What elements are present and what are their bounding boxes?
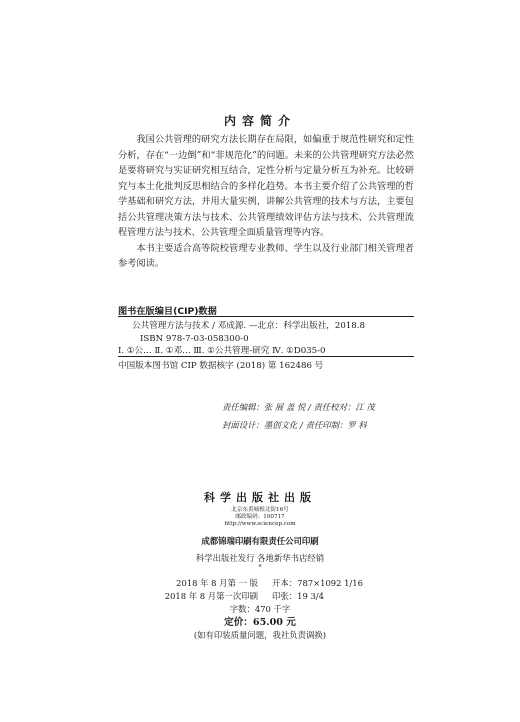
printer-name: 成都锦瑞印刷有限责任公司印刷 [201,536,319,546]
design-credits-line: 封面设计：墨创文化 / 责任印制：罗 科 [222,420,367,430]
cip-divider [118,316,414,317]
cip-divider [118,356,414,357]
summary-title: 内容简介 [223,114,296,128]
edition-date: 2018 年 8 月第 一 版 [176,578,258,588]
publisher-name: 科学出版社出版 [204,491,316,504]
price: 定价：65.00 元 [224,617,296,628]
cip-record [132,320,365,345]
print-specs [0,577,520,642]
editor-credits-line: 责任编辑：张 展 盖 悦 / 责任校对：江 茂 [222,402,375,412]
spec-row [0,629,520,642]
postal-code: 邮政编码：100717 [235,514,285,520]
editor-credits [222,398,375,434]
cip-data-number: 中国版本图书馆 CIP 数据核字 (2018) 第 162486 号 [118,361,324,371]
address-line: 北京东黄城根北街16号 [231,507,289,513]
distribution-line: 科学出版社发行 各地新华书店经销 [195,553,325,563]
star-mark: * [258,564,262,571]
word-count: 字数：470 千字 [229,604,291,614]
spec-row [0,616,520,629]
spec-row [0,577,520,590]
publisher-website: http://www.sciencep.com [224,521,296,527]
format-size: 开本：787×1092 1/16 [272,578,363,588]
cip-entry: 公共管理方法与技术 / 邓成源. —北京：科学出版社，2018.8 [132,321,365,331]
summary-paragraph: 我国公共管理的研究方法长期存在局限，如偏重于规范性研究和定性分析，存在“一边倒”和“非规范化”的问题。未来的公共管理研究方法必然是要将研究与实证研究相互结合，定性分析与定量分析互为补充。比较研究与本土化批判反思相结合的多样化趋势。本书主要介绍了公共管理的哲学基础和研究方法，并用大量实例，讲解公共管理的技术与方法，主要包括公共管理决策方法与技术、公共管理绩效评估方法与技术、公共管理流程管理方法与技术、公共管理全面质量管理等内容。 [118,134,414,238]
cip-heading: 图书在版编目(CIP)数据 [118,306,217,317]
cip-classification: Ⅰ. ①公… Ⅱ. ①邓… Ⅲ. ①公共管理-研究 Ⅳ. ①D035-0 [118,346,326,356]
printing-date: 2018 年 8 月第一次印刷 [164,591,258,601]
quality-notice: (如有印装质量问题，我社负责调换) [193,630,327,640]
cip-isbn: ISBN 978-7-03-058300-0 [140,333,249,344]
summary-paragraph: 本书主要适合高等院校管理专业教师、学生以及行业部门相关管理者参考阅读。 [118,242,414,269]
spec-row [0,603,520,616]
summary-body [118,132,414,272]
sheet-count: 印张：19 3/4 [272,591,324,601]
spec-row [0,590,520,603]
publisher-address [0,507,520,528]
